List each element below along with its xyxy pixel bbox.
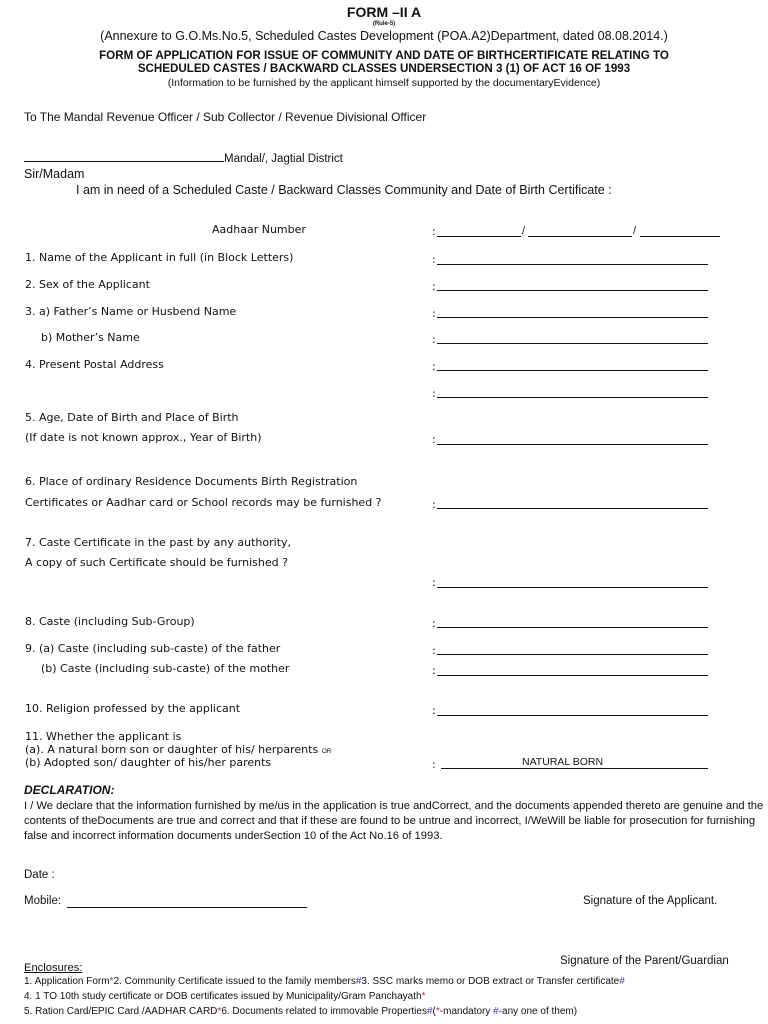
residence-docs-field[interactable]	[437, 508, 708, 509]
enclosure-line3: 5. Ration Card/EPIC Card /AADHAR CARD*6. Documents related to immovable Properties#(*-mandatory #-any one of them)	[24, 1006, 578, 1017]
form-title: FORM –II A	[346, 4, 422, 20]
form-heading-line2: SCHEDULED CASTES / BACKWARD CLASSES UNDERSECTION 3 (1) OF ACT 16 OF 1993	[137, 62, 631, 75]
q9b-label: (b) Caste (including sub-caste) of the mother	[41, 662, 290, 675]
birth-status-value: NATURAL BORN	[522, 756, 604, 768]
q4-label: 4. Present Postal Address	[25, 358, 164, 371]
caste-field[interactable]	[437, 627, 708, 628]
annexure-note: (Annexure to G.O.Ms.No.5, Scheduled Castes Development (POA.A2)Department, dated 08.08.2014.)	[100, 29, 668, 43]
q6-label: 6. Place of ordinary Residence Documents Birth Registration	[25, 475, 358, 488]
father-caste-field[interactable]	[437, 654, 708, 655]
sex-field[interactable]	[437, 290, 708, 291]
past-certificate-field[interactable]	[437, 587, 708, 588]
address-field-line1[interactable]	[437, 370, 708, 371]
mandal-line	[24, 150, 343, 165]
enclosure-line2: 4. 1 TO 10th study certificate or DOB certificates issued by Municipality/Gram Panchayath*	[24, 991, 426, 1002]
form-heading-note: (Information to be furnished by the applicant himself supported by the documentaryEvidence)	[167, 77, 601, 89]
q2-label: 2. Sex of the Applicant	[25, 278, 150, 291]
addressee: To The Mandal Revenue Officer / Sub Collector / Revenue Divisional Officer	[24, 110, 427, 124]
mandal-label: Mandal/, Jagtial District	[224, 153, 343, 165]
q9a-label: 9. (a) Caste (including sub-caste) of the father	[25, 642, 281, 655]
aadhaar-part3-field[interactable]	[640, 236, 720, 237]
colon: :	[432, 225, 436, 238]
mobile-label: Mobile:	[24, 895, 62, 907]
q5-note: (If date is not known approx., Year of Birth)	[25, 431, 262, 444]
father-name-field[interactable]	[437, 317, 708, 318]
q6-note: Certificates or Aadhar card or School records may be furnished ?	[25, 496, 382, 509]
q8-label: 8. Caste (including Sub-Group)	[25, 615, 195, 628]
q11-label: 11. Whether the applicant is	[25, 730, 182, 743]
enclosure-line1: 1. Application Form*2. Community Certificate issued to the family members#3. SSC marks memo or DOB extract or Transfer certificate#	[24, 976, 625, 987]
q1-label: 1. Name of the Applicant in full (in Block Letters)	[25, 251, 294, 264]
q3b-label: b) Mother’s Name	[41, 331, 140, 344]
mandal-blank[interactable]	[24, 150, 224, 162]
religion-field[interactable]	[437, 715, 708, 716]
form-heading-line1: FORM OF APPLICATION FOR ISSUE OF COMMUNITY AND DATE OF BIRTHCERTIFICATE RELATING TO	[99, 49, 669, 62]
q3a-label: 3. a) Father’s Name or Husbend Name	[25, 305, 237, 318]
q10-label: 10. Religion professed by the applicant	[25, 702, 241, 715]
request-statement: I am in need of a Scheduled Caste / Backward Classes Community and Date of Birth Certificate :	[76, 183, 612, 197]
date-label: Date :	[24, 869, 55, 881]
applicant-signature-label: Signature of the Applicant.	[583, 895, 718, 907]
declaration-text: I / We declare that the information furnished by me/us in the application is true andCorrect, and the documents appended thereto are genuine and the contents of theDocuments are true and correct and that if these are found to be untrue and incorrect, I/WeWill be liable for prosecution for furnishing false and incorrect information documents underSection 10 of the Act No.16 of 1993.	[24, 800, 764, 842]
enclosures-heading: Enclosures:	[24, 962, 83, 974]
guardian-signature-label: Signature of the Parent/Guardian	[560, 955, 729, 967]
salutation: Sir/Madam	[24, 167, 85, 181]
q11a-label: (a). A natural born son or daughter of his/ herparents OR	[25, 743, 332, 756]
aadhaar-part1-field[interactable]	[437, 236, 521, 237]
q11b-label: (b) Adopted son/ daughter of his/her parents	[25, 756, 272, 769]
rule-reference: (Rule-5)	[372, 21, 396, 27]
aadhaar-label: Aadhaar Number	[212, 223, 306, 236]
declaration-heading: DECLARATION:	[24, 783, 115, 797]
mother-name-field[interactable]	[437, 343, 708, 344]
applicant-name-field[interactable]	[437, 264, 708, 265]
mother-caste-field[interactable]	[437, 675, 708, 676]
q7-label: 7. Caste Certificate in the past by any authority,	[25, 536, 292, 549]
q7-note: A copy of such Certificate should be furnished ?	[25, 556, 288, 569]
address-field-line2[interactable]	[437, 397, 708, 398]
dob-field[interactable]	[437, 444, 708, 445]
mobile-field[interactable]	[67, 907, 307, 908]
aadhaar-part2-field[interactable]	[528, 236, 632, 237]
q5-label: 5. Age, Date of Birth and Place of Birth	[25, 411, 239, 424]
birth-status-field[interactable]	[441, 768, 708, 769]
or-label: OR	[321, 748, 332, 755]
